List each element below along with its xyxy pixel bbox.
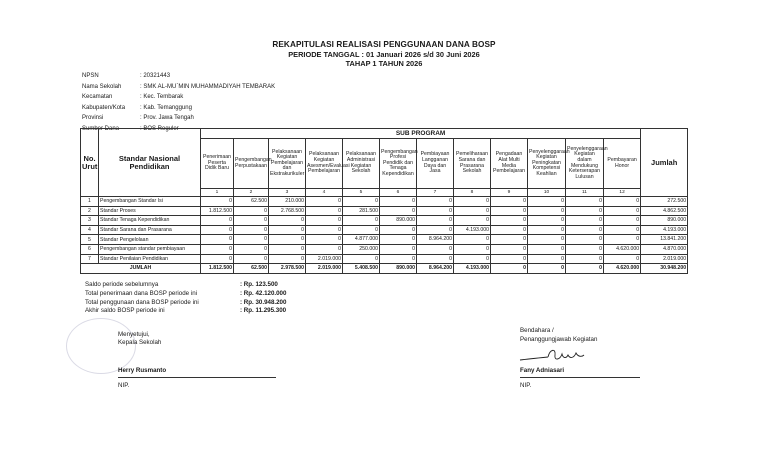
sub-program-col-header: Pengadaan Alat Multi Media Pembelajaran [491,139,528,189]
row-value: 281.500 [343,206,380,216]
table-row [81,254,688,264]
row-standard: Pengembangan Standar Isi [99,197,201,207]
row-value: 0 [528,254,566,264]
row-value: 0 [417,197,454,207]
row-value: 0 [491,254,528,264]
total-value: 2.978.500 [269,264,306,274]
row-value: 0 [491,216,528,226]
row-value: 0 [454,254,491,264]
info-value: : Kab. Temanggung [140,104,192,111]
row-value: 0 [604,206,641,216]
treasurer-name: Fany Adniasari [520,367,565,374]
row-value: 0 [343,216,380,226]
row-value: 0 [604,225,641,235]
treasurer-role-1: Bendahara / [520,327,554,334]
headmaster-role: Kepala Sekolah [118,339,162,346]
summary-label: Total penerimaan dana BOSP periode ini [85,289,198,297]
row-value: 0 [380,197,417,207]
sub-program-col-header: Pelaksanaan Kegiatan Asesmen/Evaluasi Pembelajaran [306,139,343,189]
row-value: 4.620.000 [604,244,641,254]
row-value: 0 [306,235,343,245]
row-value: 4.193.000 [454,225,491,235]
row-total: 2.019.000 [641,254,688,264]
total-value: 4.193.000 [454,264,491,274]
summary-row [85,281,286,290]
info-label: NPSN [82,73,99,79]
row-value: 8.964.200 [417,235,454,245]
row-value: 0 [604,197,641,207]
grand-total: 30.948.200 [641,264,688,274]
row-value: 0 [306,225,343,235]
row-number: 3 [81,216,99,226]
row-value: 0 [491,244,528,254]
row-value: 0 [528,244,566,254]
summary-value: : Rp. 30.948.200 [240,298,287,306]
col-number: 3 [269,189,306,197]
sub-program-col-header: Penerimaan Peserta Didik Baru [201,139,234,189]
summary-row [85,299,286,308]
info-label: Nama Sekolah [82,83,122,90]
summary-row [85,307,286,316]
sub-program-col-header: Pembiayaan Langganan Daya dan Jasa [417,139,454,189]
row-value: 0 [528,216,566,226]
row-standard: Standar Penilaian Pendidikan [99,254,201,264]
row-standard: Standar Proses [99,206,201,216]
row-value: 0 [417,216,454,226]
row-value: 0 [306,216,343,226]
row-value: 0 [604,254,641,264]
info-label: Provinsi [82,115,104,122]
row-value: 0 [566,216,604,226]
row-value: 0 [234,244,269,254]
row-value: 4.877.000 [343,235,380,245]
col-number: 5 [343,189,380,197]
info-row [82,82,275,93]
row-value: 0 [343,225,380,235]
total-row [81,264,688,274]
total-value: 0 [528,264,566,274]
col-number: 12 [604,189,641,197]
school-info [82,71,275,135]
report-period: PERIODE TANGGAL : 01 Januari 2026 s/d 30 Juni 2026 [288,50,480,59]
row-value: 0 [234,216,269,226]
col-number: 1 [201,189,234,197]
row-total: 890.000 [641,216,688,226]
treasurer-nip: NIP. [520,382,532,389]
col-total-header: Jumlah [641,129,688,197]
col-number: 7 [417,189,454,197]
total-value: 8.964.200 [417,264,454,274]
row-value: 0 [454,244,491,254]
summary-row [85,290,286,299]
col-number: 9 [491,189,528,197]
table-row [81,216,688,226]
row-number: 5 [81,235,99,245]
col-number: 11 [566,189,604,197]
row-value: 0 [566,225,604,235]
headmaster-nip: NIP. [118,382,130,389]
row-value: 0 [417,206,454,216]
row-value: 0 [234,225,269,235]
sub-program-col-header: Pelaksanaan Kegiatan Pembelajaran dan Ekstrakurikuler [269,139,306,189]
total-value: 62.500 [234,264,269,274]
sub-program-col-header: Pemeliharaan Sarana dan Prasarana Sekolah [454,139,491,189]
col-standard-header: Standar Nasional Pendidikan [99,129,201,197]
summary-label: Akhir saldo BOSP periode ini [85,307,165,315]
treasurer-signature [518,345,588,365]
row-value: 0 [566,244,604,254]
row-value: 0 [380,206,417,216]
row-value: 2.768.500 [269,206,306,216]
row-value: 0 [234,206,269,216]
row-value: 0 [269,254,306,264]
row-value: 0 [380,244,417,254]
sub-program-col-header: Pembayaran Honor [604,139,641,189]
row-value: 0 [417,254,454,264]
total-value: 5.408.500 [343,264,380,274]
row-value: 0 [454,235,491,245]
row-number: 1 [81,197,99,207]
row-value: 1.812.500 [201,206,234,216]
summary-value: : Rp. 42.120.000 [240,289,287,297]
info-value: : Prov. Jawa Tengah [140,115,194,122]
sub-program-col-header: Pelaksanaan Administrasi Kegiatan Sekolah [343,139,380,189]
row-value: 0 [454,206,491,216]
row-value: 0 [528,206,566,216]
row-value: 0 [343,254,380,264]
treasurer-sign-line [520,377,640,378]
row-value: 0 [528,225,566,235]
row-value: 0 [528,197,566,207]
row-value: 0 [306,197,343,207]
info-row [82,92,275,103]
row-value: 0 [269,216,306,226]
row-value: 0 [566,254,604,264]
row-number: 6 [81,244,99,254]
balance-summary [85,281,286,316]
summary-value: : Rp. 123.500 [240,281,278,288]
row-value: 0 [380,225,417,235]
summary-label: Saldo periode sebelumnya [85,281,159,288]
row-total: 4.862.500 [641,206,688,216]
row-number: 4 [81,225,99,235]
info-label: Sumber Dana [82,125,120,132]
row-total: 4.193.000 [641,225,688,235]
row-value: 2.019.000 [306,254,343,264]
total-value: 0 [566,264,604,274]
row-value: 0 [306,244,343,254]
col-number: 4 [306,189,343,197]
row-value: 0 [269,235,306,245]
row-value: 0 [417,244,454,254]
row-value: 210.000 [269,197,306,207]
row-value: 0 [201,244,234,254]
table-row [81,206,688,216]
row-value: 62.500 [234,197,269,207]
row-value: 0 [380,235,417,245]
row-value: 890.000 [380,216,417,226]
total-value: 4.620.000 [604,264,641,274]
row-value: 0 [343,197,380,207]
row-value: 0 [201,235,234,245]
info-row [82,71,275,82]
row-value: 0 [201,197,234,207]
row-value: 0 [491,225,528,235]
total-value: 1.812.500 [201,264,234,274]
total-label: JUMLAH [81,264,201,274]
row-value: 0 [234,254,269,264]
total-value: 2.019.000 [306,264,343,274]
row-value: 0 [491,206,528,216]
info-value: : Kec. Tembarak [140,94,184,101]
sub-program-col-header: Penyelenggaraan Kegiatan dalam Mendukung Keterserapan Lulusan [566,139,604,189]
headmaster-name: Herry Rusmanto [118,367,167,374]
row-standard: Standar Sarana dan Prasarana [99,225,201,235]
info-label: Kecamatan [82,94,113,101]
row-number: 2 [81,206,99,216]
row-value: 0 [269,225,306,235]
row-total: 4.870.000 [641,244,688,254]
realization-table [80,128,688,274]
row-value: 0 [491,235,528,245]
total-value: 0 [491,264,528,274]
row-value: 0 [306,206,343,216]
row-value: 0 [454,216,491,226]
summary-label: Total penggunaan dana BOSP periode ini [85,298,199,306]
school-stamp [66,318,136,374]
row-value: 0 [454,197,491,207]
approve-label: Menyetujui, [118,331,150,338]
info-row [82,113,275,124]
sub-program-col-header: Pengembangan Profesi Pendidik dan Tenaga Kependidikan [380,139,417,189]
row-standard: Standar Pengelolaan [99,235,201,245]
row-value: 0 [566,197,604,207]
info-value: : BOS Reguler [140,125,179,132]
info-row [82,103,275,114]
row-number: 7 [81,254,99,264]
table-row [81,235,688,245]
row-standard: Pengembangan standar pembiayaan [99,244,201,254]
row-value: 0 [380,254,417,264]
col-number: 6 [380,189,417,197]
col-number: 8 [454,189,491,197]
row-total: 13.841.200 [641,235,688,245]
row-value: 250.000 [343,244,380,254]
row-value: 0 [491,197,528,207]
summary-value: : Rp. 11.295.300 [240,307,287,315]
report-stage: TAHAP 1 TAHUN 2026 [345,59,423,68]
row-value: 0 [201,225,234,235]
col-number: 10 [528,189,566,197]
row-value: 0 [604,235,641,245]
row-value: 0 [566,206,604,216]
info-value: : 20321443 [140,73,171,79]
row-total: 272.500 [641,197,688,207]
total-value: 890.000 [380,264,417,274]
sub-program-col-header: Pengembangan Perpustakaan [234,139,269,189]
col-no-header: No. Urut [81,129,99,197]
table-row [81,244,688,254]
row-value: 0 [269,244,306,254]
row-value: 0 [566,235,604,245]
row-value: 0 [234,235,269,245]
sub-program-header: SUB PROGRAM [201,129,641,139]
headmaster-sign-line [118,377,276,378]
info-value: : SMK AL-MU`MIN MUHAMMADIYAH TEMBARAK [140,83,276,90]
row-value: 0 [201,216,234,226]
info-label: Kabupaten/Kota [82,104,126,111]
sub-program-col-header: Penyelenggaraan Kegiatan Peningkatan Kompetensi Keahlian [528,139,566,189]
report-title: REKAPITULASI REALISASI PENGGUNAAN DANA BOSP [272,40,496,49]
table-row [81,197,688,207]
row-standard: Standar Tenaga Kependidikan [99,216,201,226]
table-row [81,225,688,235]
col-number: 2 [234,189,269,197]
row-value: 0 [604,216,641,226]
treasurer-role-2: Penanggungjawab Kegiatan [520,336,598,343]
row-value: 0 [201,254,234,264]
row-value: 0 [528,235,566,245]
row-value: 0 [417,225,454,235]
